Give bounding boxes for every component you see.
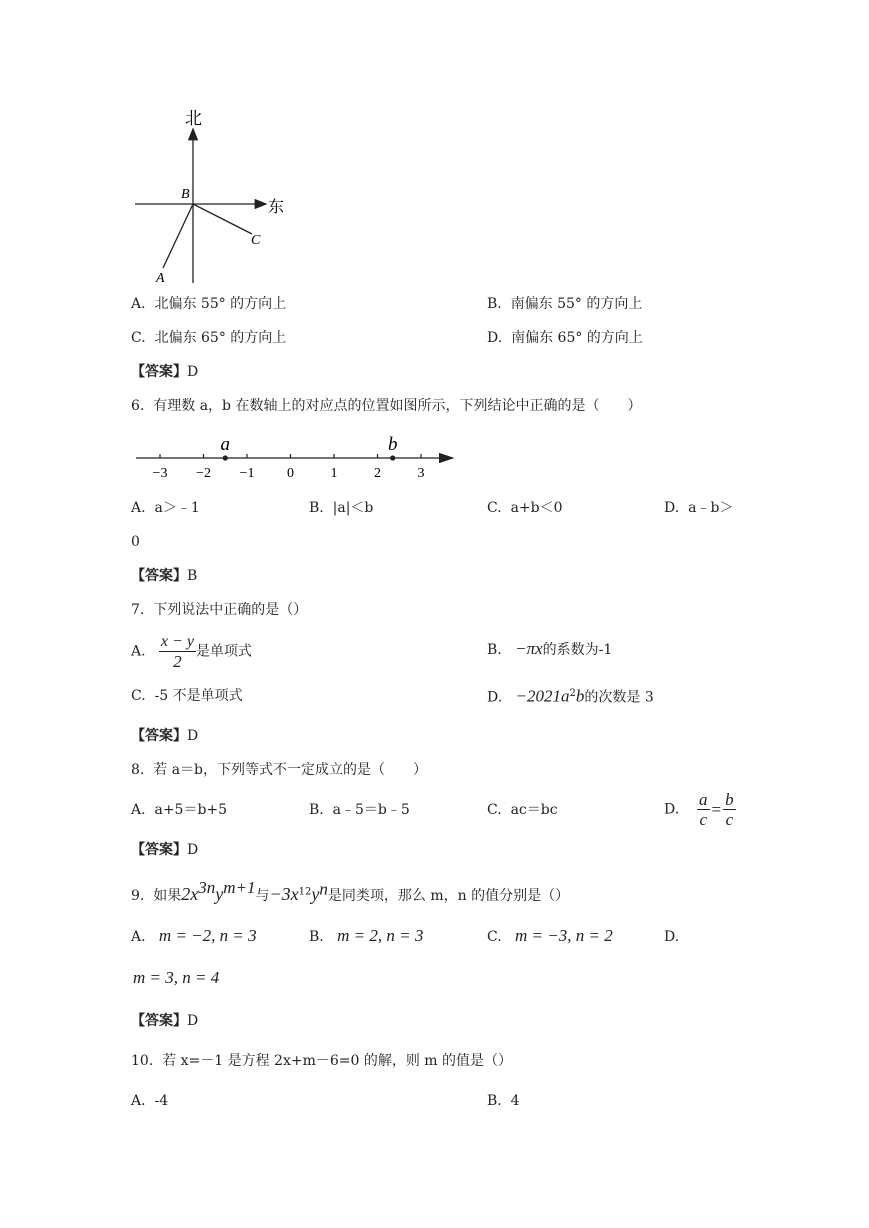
- point-b-label: B: [181, 187, 190, 202]
- q7-option-a: A. $\frac{x - y}{2}$ 是单项式: [131, 633, 252, 671]
- q7-option-d: D. $-2021a^2b$的次数是 3: [487, 686, 654, 706]
- east-label: 东: [268, 199, 285, 216]
- q9-option-b: B. m = 2, n = 3: [309, 926, 424, 945]
- point-a: [223, 455, 228, 460]
- compass-figure: [130, 108, 290, 288]
- q5-option-a: A. 北偏东 55° 的方向上: [131, 296, 287, 312]
- number-line: [130, 432, 460, 482]
- q5-option-b: B. 南偏东 55° 的方向上: [487, 296, 643, 312]
- q10-stem: 10. 若 x=－1 是方程 2x+m－6=0 的解，则 m 的值是（）: [131, 1053, 513, 1069]
- q6-option-b: B. |a|＜b: [309, 500, 374, 516]
- q6-option-c: C. a+b＜0: [487, 500, 563, 516]
- q6-answer: 【答案】B: [131, 568, 198, 584]
- q9-stem: 9. 如果$2x^{3n}y^{m+1}$与$-3x^{12}y^n$是同类项，那么 m，n 的值分别是（）: [131, 878, 570, 904]
- q6-option-a: A. a＞﹣1: [131, 500, 200, 516]
- q6-stem: 6. 有理数 a，b 在数轴上的对应点的位置如图所示，下列结论中正确的是（ ）: [131, 398, 642, 414]
- number-line-tick-label: −1: [239, 466, 255, 481]
- q7-stem: 7. 下列说法中正确的是（）: [131, 602, 308, 618]
- point-b: [390, 455, 395, 460]
- q9-option-d: D.: [664, 929, 680, 945]
- number-line-tick-label: 1: [330, 466, 338, 481]
- q5-option-c: C. 北偏东 65° 的方向上: [131, 330, 287, 346]
- q6-option-d: D. a﹣b＞: [664, 500, 734, 516]
- q5-answer: 【答案】D: [131, 364, 199, 380]
- q7-option-b: B. −πx的系数为-1: [487, 639, 613, 658]
- q8-option-a: A. a+5＝b+5: [131, 802, 228, 818]
- q9-option-a: A. m = −2, n = 3: [131, 926, 257, 945]
- q6-option-d-wrap: 0: [131, 534, 140, 550]
- q7-option-c: C. -5 不是单项式: [131, 688, 243, 704]
- q8-stem: 8. 若 a＝b，下列等式不一定成立的是（ ）: [131, 762, 428, 778]
- north-label: 北: [185, 109, 202, 128]
- number-line-tick-label: −2: [196, 466, 211, 481]
- q9-option-c: C. m = −3, n = 2: [487, 926, 613, 945]
- q9-answer: 【答案】D: [131, 1013, 199, 1029]
- q10-option-b: B. 4: [487, 1093, 520, 1109]
- number-line-tick-label: 3: [417, 466, 425, 481]
- q8-option-c: C. ac＝bc: [487, 802, 558, 818]
- q8-option-d: D. $\frac{a}{c}$ = $\frac{b}{c}$: [664, 790, 734, 829]
- number-line-tick-label: −3: [152, 466, 168, 481]
- q8-answer: 【答案】D: [131, 842, 199, 858]
- q7-answer: 【答案】D: [131, 728, 199, 744]
- ray-bc: [193, 204, 252, 234]
- q5-option-d: D. 南偏东 65° 的方向上: [487, 330, 643, 346]
- number-line-tick-label: 0: [287, 466, 294, 481]
- ray-ba: [163, 204, 193, 268]
- point-a-label: a: [220, 434, 230, 455]
- point-a-label: A: [156, 271, 165, 286]
- q10-option-a: A. -4: [131, 1093, 169, 1109]
- point-c-label: C: [251, 233, 261, 248]
- q9-option-d-wrap: m = 3, n = 4: [133, 968, 220, 987]
- q8-option-b: B. a﹣5＝b﹣5: [309, 802, 410, 818]
- point-b-label: b: [387, 434, 398, 455]
- number-line-tick-label: 2: [374, 466, 381, 481]
